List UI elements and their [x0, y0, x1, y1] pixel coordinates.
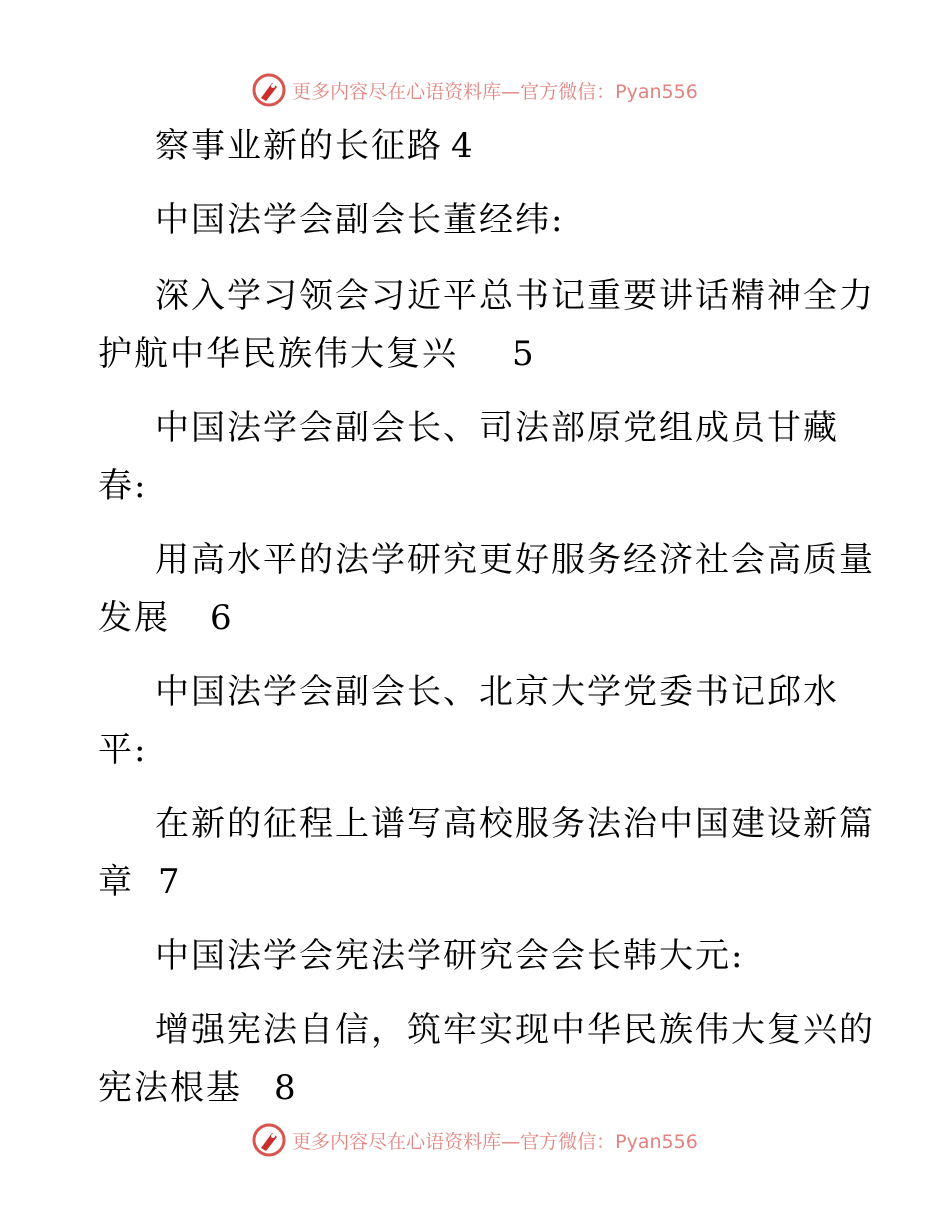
toc-line [98, 334, 536, 374]
toc-line [98, 466, 147, 506]
toc-text: 宪法根基 [98, 1068, 242, 1108]
toc-line [155, 1010, 875, 1050]
toc-line [155, 804, 875, 844]
toc-text: 护航中华民族伟大复兴 [98, 334, 458, 374]
page-number: 8 [274, 1068, 298, 1108]
toc-line [155, 936, 744, 976]
toc-line [155, 540, 875, 580]
toc-text: 在新的征程上谱写高校服务法治中国建设新篇 [155, 804, 875, 844]
page-number: 5 [512, 334, 536, 374]
toc-text: 中国法学会副会长董经纬: [155, 200, 565, 240]
toc-text: 深入学习领会习近平总书记重要讲话精神全力 [155, 276, 875, 316]
page-number: 6 [210, 598, 234, 638]
toc-line [155, 276, 875, 316]
page-number: 4 [451, 126, 475, 166]
toc-line [155, 408, 839, 448]
toc-text: 察事业新的长征路 [155, 126, 443, 166]
toc-text: 中国法学会副会长、北京大学党委书记邱水 [155, 672, 839, 712]
page-number: 7 [158, 862, 182, 902]
pen-nib-logo-icon [252, 73, 286, 107]
toc-line [98, 730, 147, 770]
toc-text: 增强宪法自信，筑牢实现中华民族伟大复兴的 [155, 1010, 875, 1050]
toc-line [155, 200, 564, 240]
toc-text: 章 [98, 862, 134, 902]
toc-line [98, 1068, 298, 1108]
toc-line [98, 862, 182, 902]
toc-text: 发展 [98, 598, 170, 638]
toc-line [98, 598, 234, 638]
toc-text: 中国法学会宪法学研究会会长韩大元: [155, 936, 745, 976]
toc-text: 春: [98, 466, 148, 506]
watermark-footer [0, 1120, 950, 1160]
toc-text: 用高水平的法学研究更好服务经济社会高质量 [155, 540, 875, 580]
watermark-text: 更多内容尽在心语资料库—官方微信：Pyan556 [292, 80, 698, 103]
toc-text: 中国法学会副会长、司法部原党组成员甘藏 [155, 408, 839, 448]
watermark-header [0, 70, 950, 110]
toc-text: 平: [98, 730, 148, 770]
pen-nib-logo-icon [252, 1123, 286, 1157]
toc-line [155, 126, 475, 166]
toc-line [155, 672, 839, 712]
watermark-text: 更多内容尽在心语资料库—官方微信：Pyan556 [292, 1130, 698, 1153]
